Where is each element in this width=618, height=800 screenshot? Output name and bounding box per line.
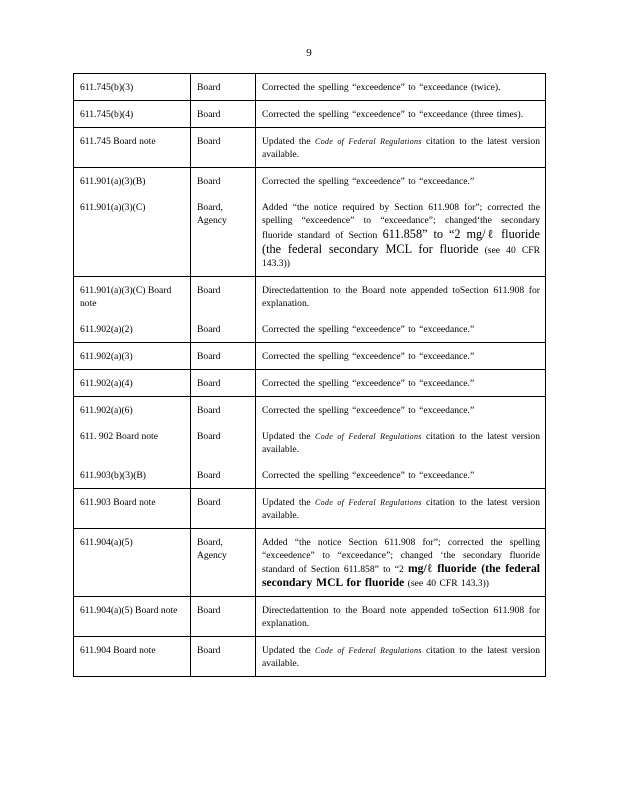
cfr-title: Code of Federal Regulations xyxy=(314,432,422,441)
change-description: Updated the Code of Federal Regulations citation to the latest version available. xyxy=(262,645,540,669)
section-ref: 611. 902 Board note xyxy=(80,431,158,442)
section-ref: 611.901(a)(3)(C) Board note xyxy=(80,285,172,309)
description-cell xyxy=(256,529,546,597)
source-label: Board xyxy=(197,470,221,481)
change-description: Added “the notice required by Section 611.908 for”; corrected the spelling “exceedence” to “exceedance”; changed‘the secondary fluoride standard of Section 611.858” to “2 mg/ℓ fluoride (the federal secondary MCL for fluoride (see 40 CFR 143.3)) xyxy=(262,202,541,269)
page-number: 9 xyxy=(306,47,312,59)
source-cell xyxy=(191,637,256,677)
section-ref: 611.903(b)(3)(B) xyxy=(80,470,146,481)
section-ref: 611.901(a)(3)(C) xyxy=(80,202,146,213)
source-cell xyxy=(191,597,256,637)
source-label: Board xyxy=(197,176,221,187)
change-description: Directedattention to the Board note appended toSection 611.908 for explanation. xyxy=(262,605,540,629)
section-ref: 611.902(a)(6) xyxy=(80,405,133,416)
table-row xyxy=(74,74,546,101)
description-cell xyxy=(256,489,546,529)
change-description: Directedattention to the Board note appended toSection 611.908 for explanation. xyxy=(262,285,540,309)
description-cell xyxy=(256,74,546,101)
source-cell xyxy=(191,370,256,397)
section-cell xyxy=(74,277,191,343)
section-ref: 611.904(a)(5) Board note xyxy=(80,605,178,616)
section-cell xyxy=(74,529,191,597)
source-label: Board xyxy=(197,378,221,389)
changes-table xyxy=(73,73,546,677)
table-row xyxy=(74,343,546,370)
section-ref: 611.904(a)(5) xyxy=(80,537,133,548)
cfr-title: Code of Federal Regulations xyxy=(314,498,422,507)
section-ref: 611.904 Board note xyxy=(80,645,156,656)
source-cell xyxy=(191,74,256,101)
cfr-title: Code of Federal Regulations xyxy=(314,137,422,146)
description-cell xyxy=(256,168,546,277)
section-cell xyxy=(74,489,191,529)
description-cell xyxy=(256,343,546,370)
section-cell xyxy=(74,637,191,677)
section-ref: 611.745(b)(4) xyxy=(80,109,134,120)
change-description: Corrected the spelling “exceedence” to “exceedance (twice). xyxy=(262,82,501,93)
source-label: Board xyxy=(197,497,221,508)
source-label: Board xyxy=(197,645,221,656)
source-cell xyxy=(191,529,256,597)
table-row xyxy=(74,529,546,597)
source-cell xyxy=(191,168,256,277)
table-row xyxy=(74,128,546,168)
section-cell xyxy=(74,168,191,277)
section-ref: 611.902(a)(2) xyxy=(80,324,133,335)
change-description: Corrected the spelling “exceedence” to “exceedance.” xyxy=(262,378,475,389)
section-cell xyxy=(74,397,191,489)
change-description: Corrected the spelling “exceedence” to “exceedance.” xyxy=(262,176,475,187)
source-cell xyxy=(191,343,256,370)
change-description: Corrected the spelling “exceedence” to “exceedance.” xyxy=(262,351,475,362)
description-cell xyxy=(256,597,546,637)
table-row xyxy=(74,637,546,677)
source-label: Board xyxy=(197,351,221,362)
description-cell xyxy=(256,128,546,168)
table-row xyxy=(74,370,546,397)
section-ref: 611.745 Board note xyxy=(80,136,156,147)
section-cell xyxy=(74,128,191,168)
source-label: Board xyxy=(197,431,221,442)
source-cell xyxy=(191,277,256,343)
change-description: Updated the Code of Federal Regulations citation to the latest version available. xyxy=(262,136,540,160)
source-label: Board, Agency xyxy=(197,537,227,561)
source-cell xyxy=(191,101,256,128)
change-description: Corrected the spelling “exceedence” to “exceedance.” xyxy=(262,324,475,335)
section-ref: 611.903 Board note xyxy=(80,497,156,508)
section-ref: 611.745(b)(3) xyxy=(80,82,134,93)
table-row xyxy=(74,489,546,529)
source-label: Board xyxy=(197,82,221,93)
section-cell xyxy=(74,370,191,397)
source-label: Board xyxy=(197,605,221,616)
section-cell xyxy=(74,343,191,370)
description-cell xyxy=(256,637,546,677)
description-cell xyxy=(256,370,546,397)
description-cell xyxy=(256,397,546,489)
change-description: Added “the notice Section 611.908 for”; corrected the spelling “exceedence” to “exceedance”; changed ‘the secondary fluoride standard of Section 611.858” to “2 mg/ℓ fluoride (the federal secondary MCL for fluoride (see 40 CFR 143.3)) xyxy=(262,537,540,589)
source-label: Board xyxy=(197,285,221,296)
change-description: Corrected the spelling “exceedence” to “exceedance.” xyxy=(262,470,475,481)
section-ref: 611.902(a)(3) xyxy=(80,351,133,362)
change-description: Corrected the spelling “exceedence” to “exceedance.” xyxy=(262,405,475,416)
section-cell xyxy=(74,101,191,128)
change-description: Updated the Code of Federal Regulations citation to the latest version available. xyxy=(262,497,540,521)
source-label: Board xyxy=(197,109,221,120)
cfr-title: Code of Federal Regulations xyxy=(314,646,422,655)
description-cell xyxy=(256,101,546,128)
source-label: Board, Agency xyxy=(197,202,227,226)
change-description: Corrected the spelling “exceedence” to “exceedance (three times). xyxy=(262,109,524,120)
change-description: Updated the Code of Federal Regulations citation to the latest version available. xyxy=(262,431,540,455)
table-row xyxy=(74,277,546,343)
source-label: Board xyxy=(197,136,221,147)
section-cell xyxy=(74,597,191,637)
source-label: Board xyxy=(197,324,221,335)
table-row xyxy=(74,597,546,637)
table-row xyxy=(74,397,546,489)
source-cell xyxy=(191,128,256,168)
table-row xyxy=(74,168,546,277)
table-row xyxy=(74,101,546,128)
section-ref: 611.902(a)(4) xyxy=(80,378,133,389)
source-cell xyxy=(191,397,256,489)
section-cell xyxy=(74,74,191,101)
source-cell xyxy=(191,489,256,529)
section-ref: 611.901(a)(3)(B) xyxy=(80,176,146,187)
source-label: Board xyxy=(197,405,221,416)
description-cell xyxy=(256,277,546,343)
